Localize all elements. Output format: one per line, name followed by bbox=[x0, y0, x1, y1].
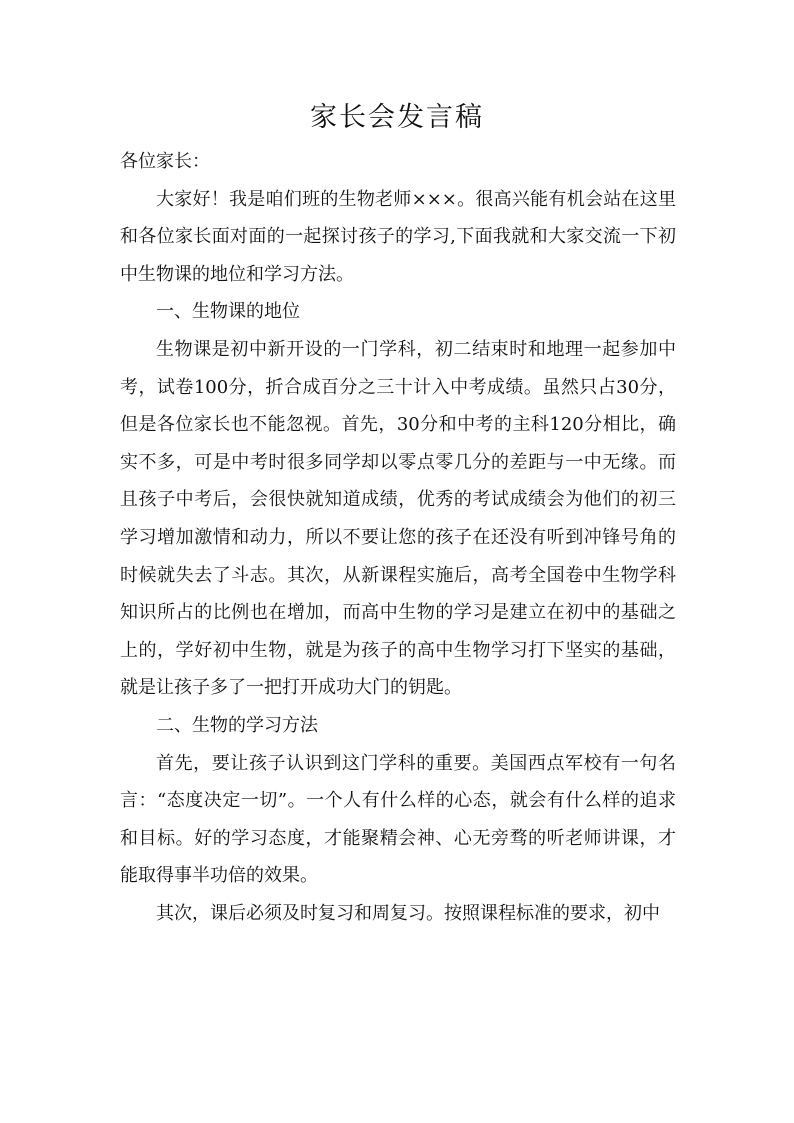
section-heading-2: 二、生物的学习方法 bbox=[156, 714, 318, 736]
document-title: 家长会发言稿 bbox=[310, 102, 484, 133]
section-heading-1: 一、生物课的地位 bbox=[156, 301, 300, 323]
document-body bbox=[120, 143, 676, 932]
paragraph-method-2: 其次，课后必须及时复习和周复习。按照课程标准的要求，初中 bbox=[156, 902, 660, 924]
paragraph-status: 生物课是初中新开设的一门学科，初二结束时和地理一起参加中考，试卷100分，折合成百分之三十计入中考成绩。虽然只占30分，但是各位家长也不能忽视。首先，30分和中考的主科120分相比，确实不多，可是中考时很多同学却以零点零几分的差距与一中无缘。而且孩子中考后，会很快就知道成绩，优秀的考试成绩会为他们的初三学习增加激情和动力，所以不要让您的孩子在还没有听到冲锋号角的时候就失去了斗志。其次，从新课程实施后，高考全国卷中生物学科知识所占的比例也在增加，而高中生物的学习是建立在初中的基础之上的，学好初中生物，就是为孩子的高中生物学习打下坚实的基础，就是让孩子多了一把打开成功大门的钥匙。 bbox=[120, 338, 676, 699]
greeting: 各位家长： bbox=[120, 151, 210, 172]
paragraph-intro: 大家好！我是咱们班的生物老师×××。很高兴能有机会站在这里和各位家长面对面的一起探讨孩子的学习,下面我就和大家交流一下初中生物课的地位和学习方法。 bbox=[120, 188, 676, 285]
paragraph-method-1: 首先，要让孩子认识到这门学科的重要。美国西点军校有一句名言：“态度决定一切”。一个人有什么样的心态，就会有什么样的追求和目标。好的学习态度，才能聚精会神、心无旁骛的听老师讲课，才能取得事半功倍的效果。 bbox=[120, 752, 676, 887]
